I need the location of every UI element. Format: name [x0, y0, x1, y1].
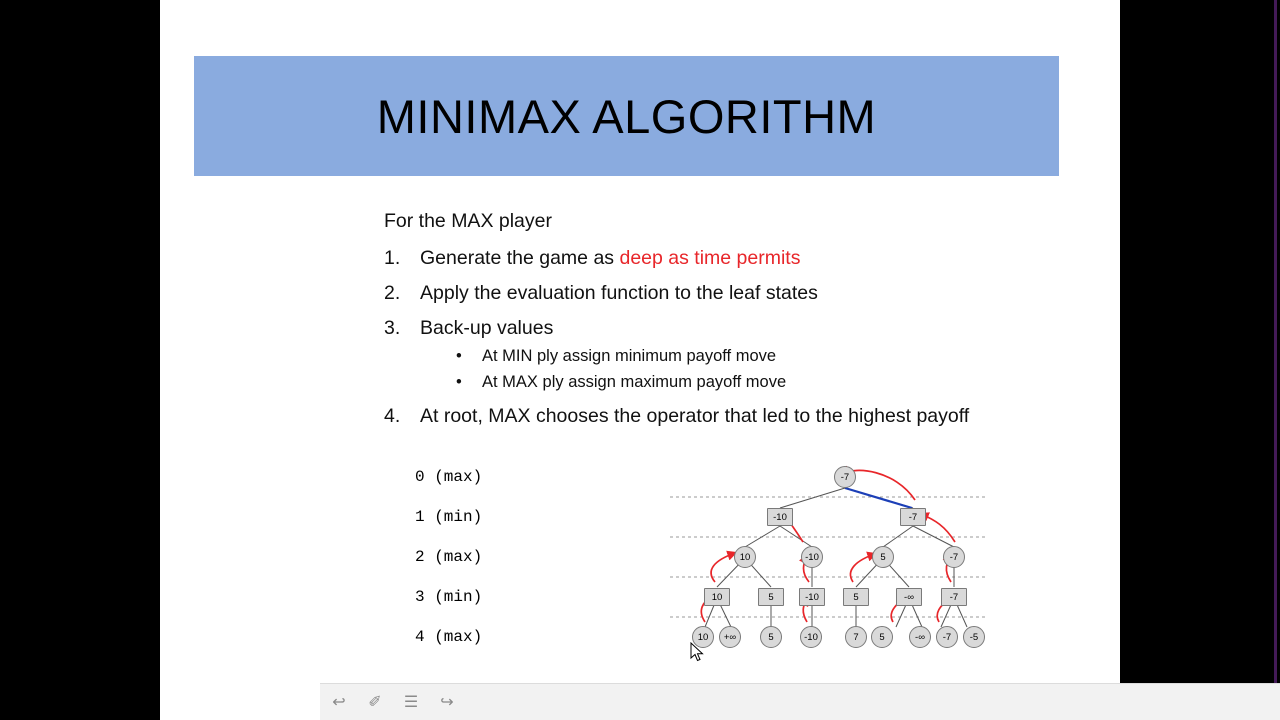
previous-slide-button[interactable]: ↩ — [332, 694, 346, 711]
slide-body — [384, 208, 1084, 437]
lead-text: For the MAX player — [384, 210, 552, 232]
tree-leaf: 10 — [692, 626, 714, 648]
tree-leaf: -7 — [936, 626, 958, 648]
step-4 — [384, 402, 1084, 430]
tree-node: -10 — [801, 546, 823, 568]
tree-node: 5 — [872, 546, 894, 568]
tree-leaf: +∞ — [719, 626, 741, 648]
tree-node: 10 — [704, 588, 730, 606]
step-4-number: 4. — [384, 404, 401, 427]
tree-node: -7 — [941, 588, 967, 606]
step-1-highlight: deep as time permits — [619, 246, 801, 269]
ply-label-4: 4 (max) — [415, 628, 483, 646]
tree-node: 5 — [843, 588, 869, 606]
sub-bullet-1 — [420, 344, 1084, 369]
tree-node: 10 — [734, 546, 756, 568]
ply-label-0: 0 (max) — [415, 468, 483, 486]
tree-leaf: -∞ — [909, 626, 931, 648]
slide-toolbar — [320, 683, 1280, 720]
tree-node-root: -7 — [834, 466, 856, 488]
pen-tool-button[interactable]: ✐ — [368, 694, 382, 711]
page-title: MINIMAX ALGORITHM — [376, 89, 877, 143]
step-3-text: Back-up values — [420, 317, 554, 340]
tree-leaf: 5 — [760, 626, 782, 648]
step-2-number: 2. — [384, 281, 401, 304]
tree-node: -7 — [943, 546, 965, 568]
ply-label-3: 3 (min) — [415, 588, 483, 606]
mouse-cursor-icon — [690, 642, 704, 662]
sub-bullet-2-text: At MAX ply assign maximum payoff move — [482, 373, 787, 392]
steps-list — [384, 244, 1084, 431]
tree-node: 5 — [758, 588, 784, 606]
slide-canvas — [160, 0, 1120, 720]
step-1-number: 1. — [384, 246, 401, 269]
step-1-text: Generate the game as — [420, 246, 620, 269]
step-1 — [384, 244, 1084, 272]
tree-leaf: -5 — [963, 626, 985, 648]
tree-node: -10 — [767, 508, 793, 526]
step-2 — [384, 279, 1084, 307]
sub-bullet-1-text: At MIN ply assign minimum payoff move — [482, 347, 777, 366]
bullet-dot-icon: • — [456, 347, 462, 366]
minimax-tree-figure — [415, 450, 1115, 665]
sub-bullet-2 — [420, 370, 1084, 395]
step-3-number: 3. — [384, 317, 401, 340]
tree-node: -∞ — [896, 588, 922, 606]
next-slide-button[interactable]: ↪ — [440, 694, 454, 711]
menu-button[interactable]: ☰ — [403, 694, 419, 711]
title-band — [194, 56, 1059, 176]
tree-node: -7 — [900, 508, 926, 526]
step-3 — [384, 314, 1084, 395]
step-2-text: Apply the evaluation function to the leaf states — [420, 281, 818, 304]
ply-label-1: 1 (min) — [415, 508, 483, 526]
sub-bullet-list — [420, 344, 1084, 395]
ply-label-2: 2 (max) — [415, 548, 483, 566]
tree-leaf: 5 — [871, 626, 893, 648]
tree-node: -10 — [799, 588, 825, 606]
bullet-dot-icon: • — [456, 373, 462, 392]
step-4-text: At root, MAX chooses the operator that led to the highest payoff — [420, 404, 970, 427]
tree-leaf: -10 — [800, 626, 822, 648]
right-edge-strip — [1274, 0, 1277, 720]
tree-leaf: 7 — [845, 626, 867, 648]
